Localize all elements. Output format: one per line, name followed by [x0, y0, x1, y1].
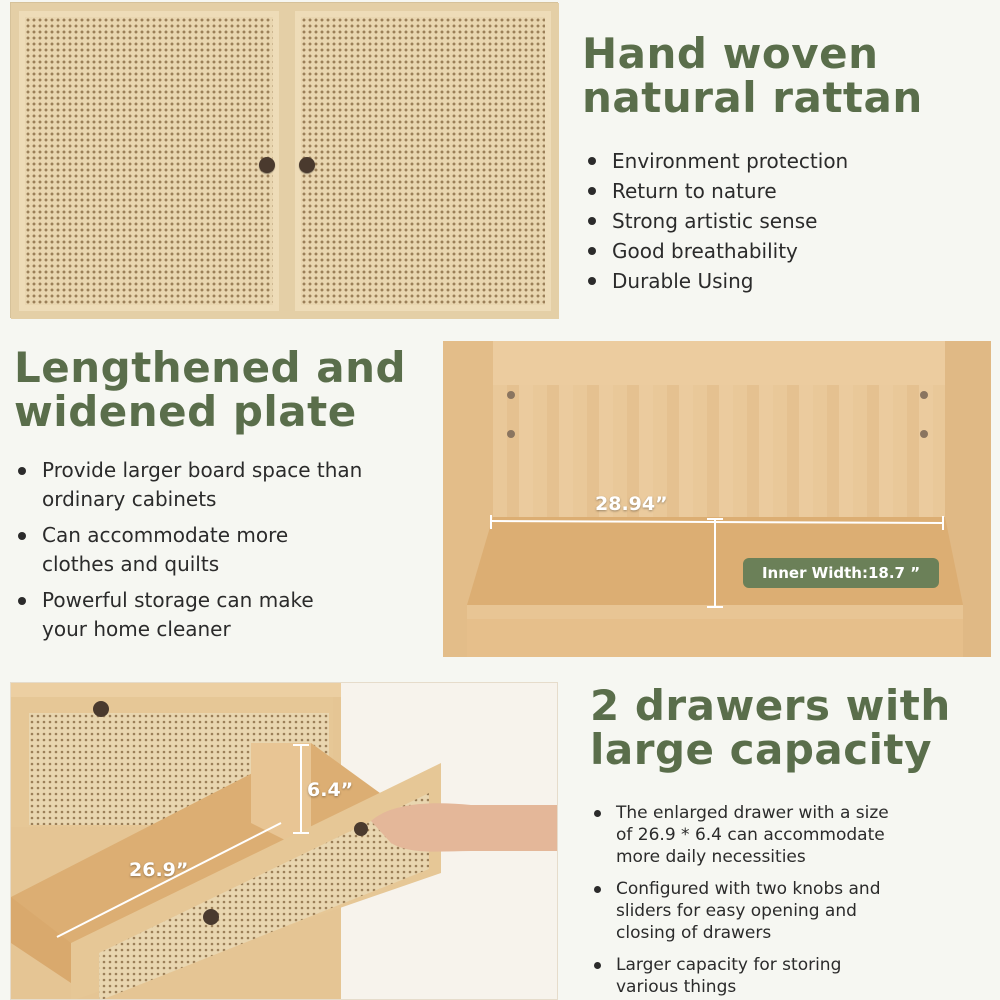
feature-line: Provide larger board space than: [42, 458, 363, 482]
rattan-weave-pattern: [301, 17, 545, 305]
cabinet-doors-image: [10, 2, 558, 318]
feature-item: [590, 802, 889, 868]
open-drawer-pull: [354, 822, 368, 836]
feature-item: [14, 586, 362, 644]
feature-line: various things: [616, 977, 737, 997]
drawer-height-label: 6.4”: [307, 779, 354, 801]
feature-line: Configured with two knobs and: [616, 879, 881, 899]
section3-title-line2: large capacity: [590, 724, 933, 774]
right-rattan-door: [287, 3, 559, 319]
feature-item: Good breathability: [584, 236, 848, 266]
feature-line: Can accommodate more: [42, 523, 289, 547]
feature-item: [14, 521, 362, 579]
shelf-plate-drawing: [443, 341, 991, 657]
feature-item: [590, 954, 889, 998]
section3-feature-list: [590, 802, 889, 998]
feature-line: The enlarged drawer with a size: [616, 803, 889, 823]
cabinet-top-edge: [11, 683, 341, 697]
left-rattan-door: [11, 3, 287, 319]
section1-title-line1: Hand woven: [582, 29, 879, 78]
drawers-drawing: [11, 683, 558, 1000]
rattan-weave-pattern: [25, 17, 273, 305]
feature-item: Durable Using: [584, 266, 848, 296]
drawer-length-label: 26.9”: [129, 859, 189, 881]
feature-line: of 26.9 * 6.4 can accommodate: [616, 825, 885, 845]
section1-title-line2: natural rattan: [582, 72, 923, 122]
feature-line: closing of drawers: [616, 923, 772, 943]
section2-title: [14, 343, 407, 436]
top-drawer-knob: [93, 701, 109, 717]
door-knob: [259, 157, 275, 173]
feature-line: more daily necessities: [616, 847, 806, 867]
section1-feature-list: [584, 146, 848, 296]
feature-line: ordinary cabinets: [42, 487, 217, 511]
feature-line: Powerful storage can make: [42, 588, 314, 612]
shelf-interior-image: [443, 341, 991, 657]
hand-illustration: [371, 803, 558, 851]
section3-title: [590, 681, 951, 774]
feature-item: Strong artistic sense: [584, 206, 848, 236]
section2-title-line2: widened plate: [14, 386, 357, 436]
section1-title: [582, 29, 923, 122]
drawers-image: [10, 682, 558, 1000]
feature-item: [590, 878, 889, 944]
section3-title-line1: 2 drawers with: [590, 681, 951, 730]
inner-width-badge: Inner Width:18.7 ”: [743, 558, 939, 588]
feature-line: sliders for easy opening and: [616, 901, 857, 921]
door-knob: [299, 157, 315, 173]
lower-cabinet: [467, 619, 963, 657]
feature-item: Return to nature: [584, 176, 848, 206]
shelf-length-label: 28.94”: [595, 493, 668, 515]
feature-line: your home cleaner: [42, 617, 231, 641]
feature-item: Environment protection: [584, 146, 848, 176]
feature-item: [14, 456, 362, 514]
feature-line: clothes and quilts: [42, 552, 220, 576]
section2-title-line1: Lengthened and: [14, 343, 407, 392]
feature-line: Larger capacity for storing: [616, 955, 842, 975]
open-drawer-knob: [203, 909, 219, 925]
section2-feature-list: [14, 456, 362, 644]
